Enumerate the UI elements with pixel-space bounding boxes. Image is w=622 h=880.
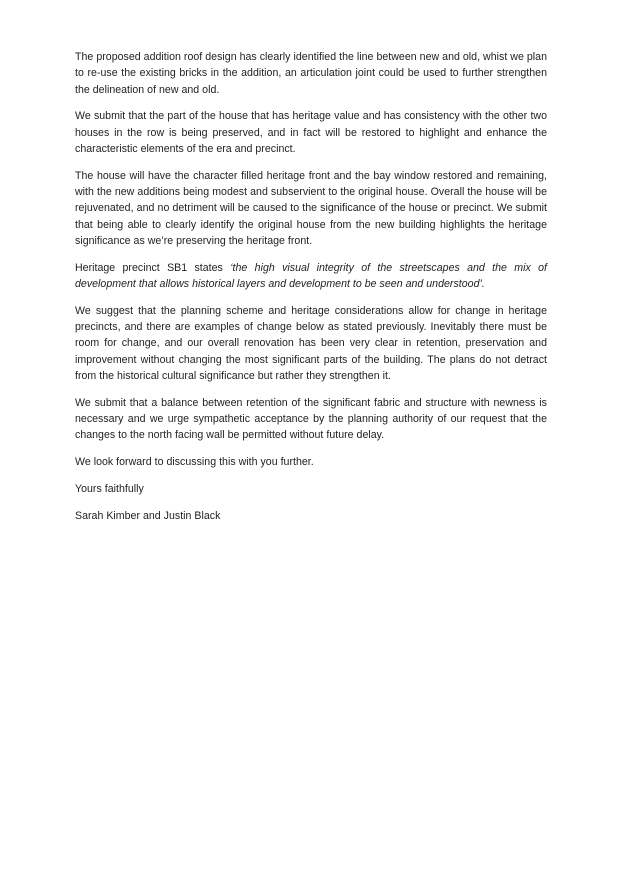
precinct-quote: ‘the high visual integrity of the streetscapes and the mix of development that allows historical layers and development to be seen and understood’. bbox=[75, 261, 547, 291]
signatories: Sarah Kimber and Justin Black bbox=[75, 509, 221, 522]
paragraph-look-forward: We look forward to discussing this with you further. bbox=[75, 456, 314, 469]
paragraph-balance-request: We submit that a balance between retention of the significant fabric and structure with newness is necessary and we urge sympathetic acceptance by the planning authority of our request that the changes to the north facing wall be permitted without future delay. bbox=[75, 396, 547, 442]
letter-body bbox=[75, 49, 547, 535]
closing-salutation: Yours faithfully bbox=[75, 483, 144, 496]
paragraph-roof-design: The proposed addition roof design has clearly identified the line between new and old, whist we plan to re-use the existing bricks in the addition, an articulation joint could be used to further strengthen the delineation of new and old. bbox=[75, 51, 547, 96]
paragraph-planning-scheme: We suggest that the planning scheme and heritage considerations allow for change in heritage precincts, and there are examples of change below as stated previously. Inevitably there must be room for change, and our overall renovation has been very clear in retention, preservation and improvement without changing the most significant parts of the building. The plans do not detract from the historical cultural significance but rather they strengthen it. bbox=[75, 304, 547, 383]
paragraph-heritage-preserved: We submit that the part of the house that has heritage value and has consistency with the other two houses in the row is being preserved, and in fact will be restored to highlight and enhance the characteristic elements of the era and precinct. bbox=[75, 110, 547, 155]
precinct-statement-intro: Heritage precinct SB1 states bbox=[75, 261, 231, 274]
paragraph-character-front: The house will have the character filled heritage front and the bay window restored and remaining, with the new additions being modest and subservient to the original house. Overall the house will be rejuvenated, and no detriment will be caused to the significance of the house or precinct. We submit that being able to clearly identify the original house from the new building highlights the heritage significance as we’re preserving the heritage front. bbox=[75, 169, 547, 247]
paragraph-precinct-sb1 bbox=[75, 260, 547, 293]
